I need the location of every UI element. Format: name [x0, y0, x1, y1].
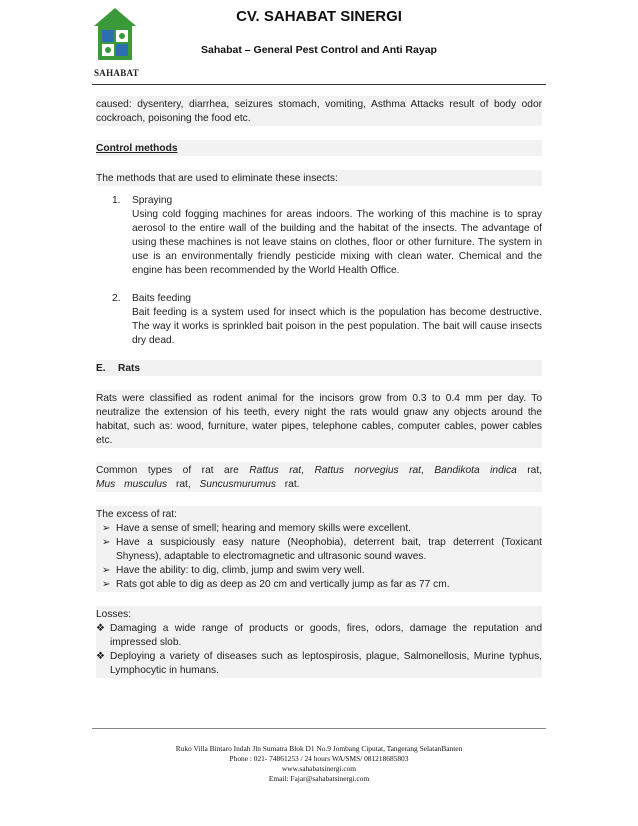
section-heading-rats: [96, 360, 542, 376]
rat-type: Mus musculus: [96, 479, 168, 490]
diamond-bullet-icon: ❖: [96, 651, 105, 662]
rat-type: Rattus rat: [249, 465, 302, 476]
arrow-bullet-icon: ➢: [102, 523, 111, 534]
intro-paragraph: caused: dysentery, diarrhea, seizures stomach, vomiting, Asthma Attacks result of body odor cockroach, poisoning the food etc.: [96, 96, 542, 126]
excess-text: Have a suspiciously easy nature (Neophobia), deterrent bait, trap deterrent (Toxicant Shyness), adaptable to electromagnetic and ultrasonic sound waves.: [116, 537, 542, 562]
arrow-bullet-icon: ➢: [102, 565, 111, 576]
rat-type: Bandikota indica: [434, 465, 517, 476]
list-item: [96, 194, 542, 278]
types-separator: ,: [421, 465, 435, 476]
footer-phone: Phone : 021- 74861253 / 24 hours WA/SMS/ 081218685803: [229, 754, 409, 763]
list-item: [96, 564, 542, 578]
section-letter: E.: [96, 363, 106, 374]
types-separator: rat,: [516, 465, 543, 476]
list-item: [96, 522, 542, 536]
loss-text: Deploying a variety of diseases such as leptospirosis, plague, Salmonellosis, Murine typhus, Lymphocytic in humans.: [110, 651, 542, 676]
control-lead: The methods that are used to eliminate these insects:: [96, 170, 542, 186]
excess-text: Have the ability: to dig, climb, jump and swim very well.: [116, 565, 365, 576]
losses-heading: Losses:: [96, 606, 542, 622]
excess-heading: The excess of rat:: [96, 506, 542, 522]
document-body: [96, 96, 542, 678]
footer-email: Email: Fajar@sahabatsinergi.com: [268, 774, 370, 783]
excess-text: Rats got able to dig as deep as 20 cm and vertically jump as far as 77 cm.: [116, 579, 450, 590]
loss-text: Damaging a wide range of products or goods, fires, odors, damage the reputation and impressed slob.: [110, 623, 542, 648]
excess-list: [96, 522, 542, 592]
company-tagline: Sahabat – General Pest Control and Anti Rayap: [201, 44, 437, 56]
types-separator: ,: [301, 465, 315, 476]
types-end: rat.: [275, 479, 300, 490]
method-text: Using cold fogging machines for areas indoors. The working of this machine is to spray aerosol to the entire wall of the building and the habitat of the insects. The advantage of using these machines is not leave stains on clothes, floor or other furniture. The system in use is an environmentally friendly pesticide mixing with clean water. Chemical and the engine has been recommended by the World Health Office.: [132, 209, 542, 276]
rat-type: Suncusmurumus: [199, 479, 276, 490]
list-number: 2.: [112, 293, 121, 304]
arrow-bullet-icon: ➢: [102, 579, 111, 590]
rat-type: Rattus norvegius rat: [314, 465, 421, 476]
types-prefix: Common types of rat are: [96, 465, 250, 476]
arrow-bullet-icon: ➢: [102, 537, 111, 548]
list-item: [96, 650, 542, 678]
method-text: Bait feeding is a system used for insect which is the population has become destructive. The way it works is sprinkled bait poison in the pest population. The bait will cause insects dry dead.: [132, 307, 542, 346]
list-item: [96, 536, 542, 564]
footer-website: www.sahabatsinergi.com: [281, 764, 357, 773]
method-title: Spraying: [132, 195, 173, 206]
company-title: CV. SAHABAT SINERGI: [236, 8, 402, 25]
rat-types-paragraph: [96, 462, 542, 492]
method-title: Baits feeding: [132, 293, 191, 304]
section-title: Rats: [118, 363, 141, 374]
footer-address: Ruko Villa Bintaro Indah Jln Sumatra Blok D1 No.9 Jombang Ciputat, Tangerang SelatanBanten: [175, 744, 463, 753]
diamond-bullet-icon: ❖: [96, 623, 105, 634]
rats-paragraph: Rats were classified as rodent animal for the incisors grow from 0.3 to 0.4 mm per day. To neutralize the extension of his teeth, every night the rats would gnaw any objects around the habitat, such as: wood, furniture, water pipes, telephone cables, computer cables, power cables etc.: [96, 390, 542, 448]
list-item: [96, 622, 542, 650]
control-heading: Control methods: [96, 140, 542, 156]
list-item: [96, 292, 542, 348]
footer-divider: [92, 728, 546, 729]
header-divider: [92, 84, 546, 85]
excess-text: Have a sense of smell; hearing and memory skills were excellent.: [116, 523, 411, 534]
methods-list: [96, 194, 542, 348]
footer: [0, 744, 638, 784]
losses-list: [96, 622, 542, 678]
list-item: [96, 578, 542, 592]
logo-text: SAHABAT: [94, 68, 139, 78]
types-separator: rat,: [167, 479, 200, 490]
list-number: 1.: [112, 195, 121, 206]
